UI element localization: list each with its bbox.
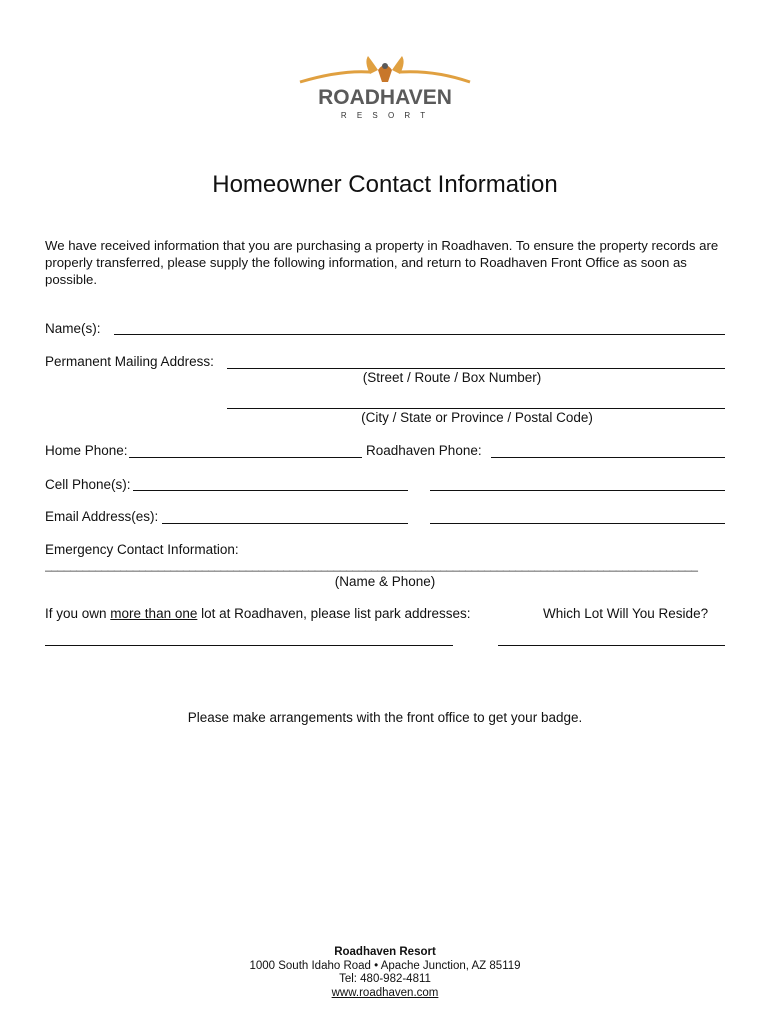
page-title: Homeowner Contact Information — [212, 171, 558, 198]
footer-address: 1000 South Idaho Road • Apache Junction, AZ 85119 — [249, 959, 521, 972]
home-phone-label: Home Phone: — [45, 443, 128, 458]
roadhaven-logo — [270, 52, 500, 122]
cell-phone-field-2[interactable] — [430, 490, 725, 491]
home-phone-field[interactable] — [129, 457, 362, 458]
street-caption: (Street / Route / Box Number) — [362, 370, 542, 385]
city-caption: (City / State or Province / Postal Code) — [361, 410, 593, 425]
lot-addresses-field[interactable] — [45, 645, 453, 646]
logo-wordmark: ROADHAVEN — [318, 86, 452, 109]
email-field-2[interactable] — [430, 523, 725, 524]
names-label: Name(s): — [45, 321, 101, 336]
street-field[interactable] — [227, 368, 725, 369]
reside-lot-field[interactable] — [498, 645, 725, 646]
roadhaven-phone-label: Roadhaven Phone: — [366, 443, 482, 458]
emergency-label: Emergency Contact Information: — [45, 542, 239, 557]
intro-paragraph: We have received information that you are purchasing a property in Roadhaven. To ensure the property records are properly transferred, please supply the following information, and return to Roadhaven Front Office as soon as possible. — [45, 238, 719, 287]
email-label: Email Address(es): — [45, 509, 159, 524]
badge-note: Please make arrangements with the front office to get your badge. — [187, 710, 583, 725]
email-field-1[interactable] — [162, 523, 408, 524]
lots-question: If you own more than one lot at Roadhaven, please list park addresses: — [45, 606, 471, 621]
phoenix-icon — [270, 52, 500, 122]
roadhaven-phone-field[interactable] — [491, 457, 725, 458]
name-phone-caption: (Name & Phone) — [334, 574, 436, 589]
city-field[interactable] — [227, 408, 725, 409]
footer — [0, 946, 770, 1000]
footer-website-link[interactable]: www.roadhaven.com — [331, 986, 439, 999]
footer-name: Roadhaven Resort — [334, 946, 436, 958]
cell-phone-field-1[interactable] — [133, 490, 408, 491]
logo-subtitle: R E S O R T — [340, 111, 430, 120]
reside-question: Which Lot Will You Reside? — [543, 606, 709, 621]
names-field[interactable] — [114, 334, 725, 335]
address-label: Permanent Mailing Address: — [45, 354, 214, 369]
cell-phone-label: Cell Phone(s): — [45, 477, 131, 492]
footer-tel: Tel: 480-982-4811 — [339, 973, 431, 985]
emergency-contact-field[interactable]: ________________________________________________________________________________________________________ — [45, 558, 698, 572]
